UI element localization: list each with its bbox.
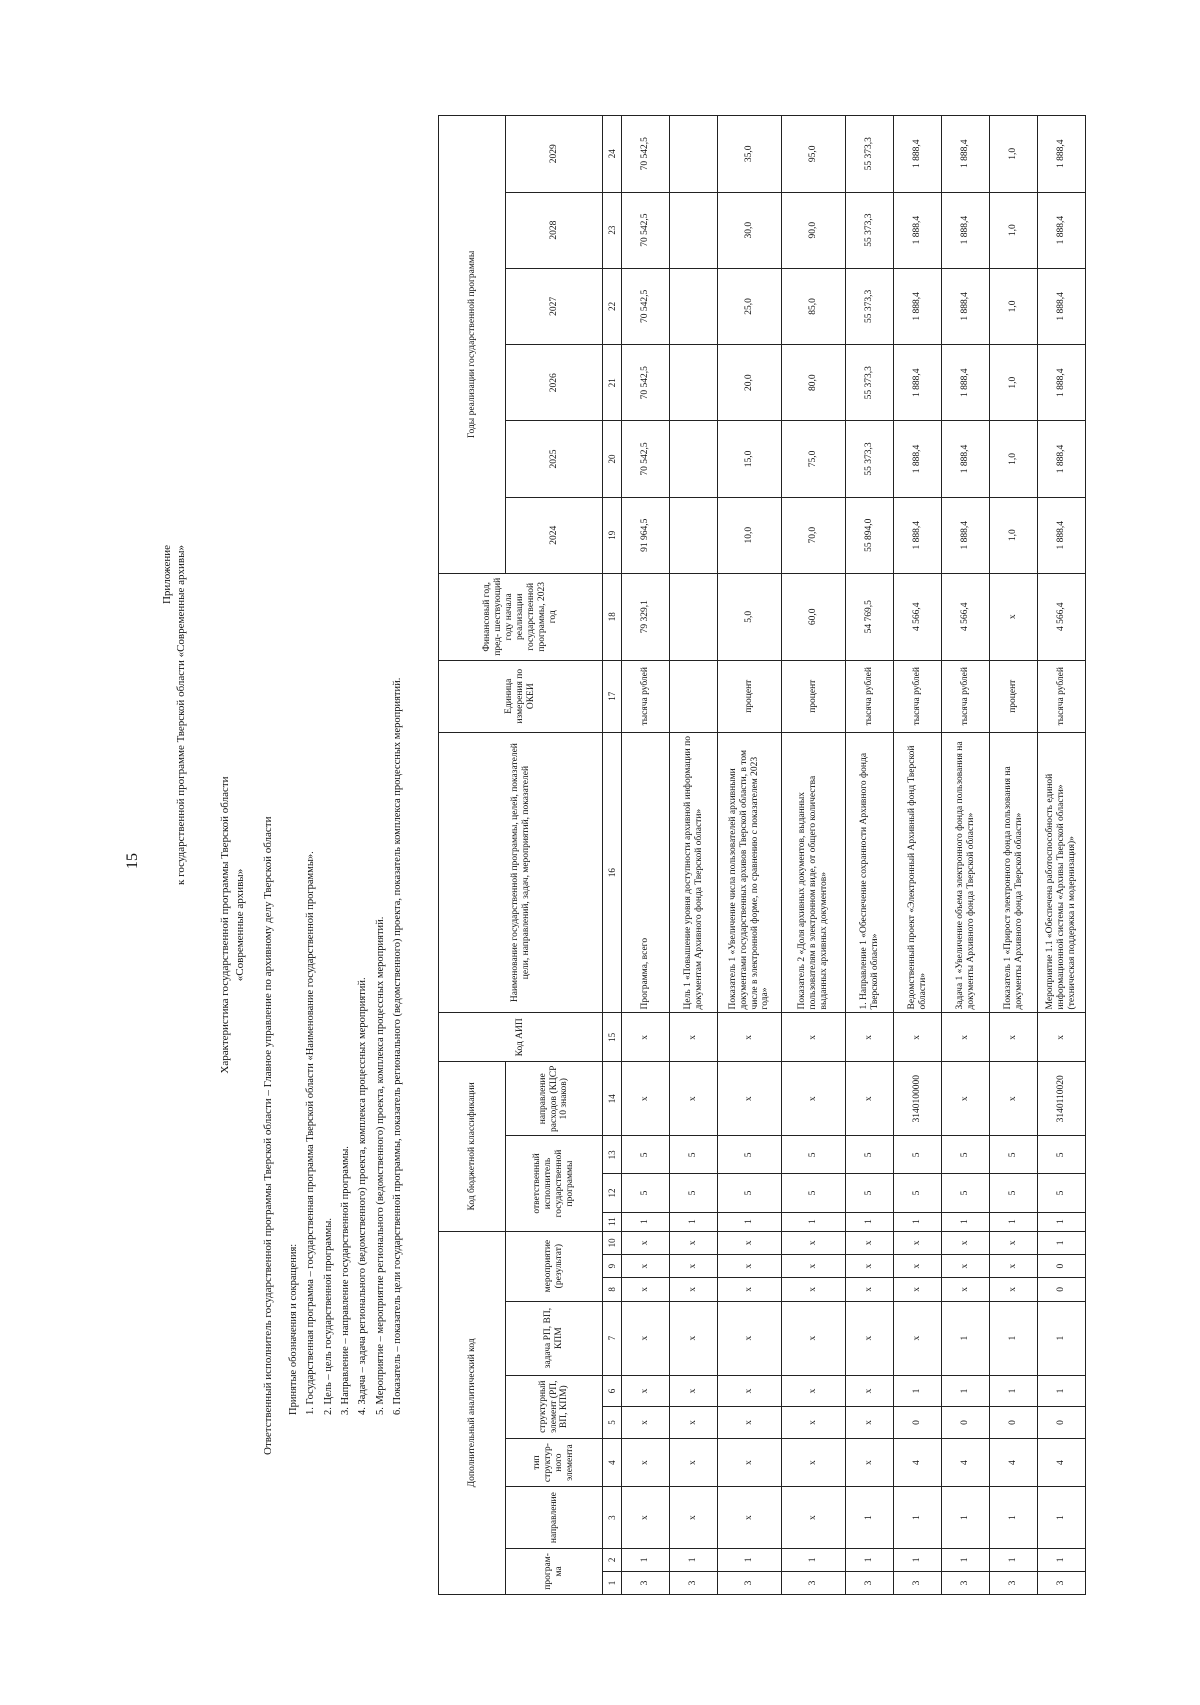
table-cell: 5 <box>670 1136 718 1174</box>
table-cell: 1 <box>990 1487 1038 1548</box>
task-header: задача РП, ВП, КПМ <box>506 1301 603 1375</box>
table-cell: 1 <box>1038 1231 1086 1254</box>
table-cell: x <box>670 1301 718 1375</box>
table-cell: 1 <box>894 1487 942 1548</box>
table-cell: x <box>942 1013 990 1062</box>
table-cell: x <box>622 1231 670 1254</box>
table-cell: 5 <box>1038 1174 1086 1212</box>
table-cell: 1 888,4 <box>1038 116 1086 193</box>
table-cell: x <box>622 1438 670 1487</box>
direction-header: направление <box>506 1487 603 1548</box>
table-cell <box>670 421 718 497</box>
table-cell: 1 <box>1038 1301 1086 1375</box>
table-cell: 1 <box>1038 1375 1086 1406</box>
table-cell: 1 <box>670 1212 718 1231</box>
table-cell: x <box>718 1487 782 1548</box>
table-cell: 70,0 <box>782 497 846 573</box>
table-cell: x <box>782 1062 846 1136</box>
table-cell: 1 <box>942 1301 990 1375</box>
table-cell: x <box>990 1278 1038 1301</box>
table-cell: 35,0 <box>718 116 782 193</box>
table-cell: x <box>990 1013 1038 1062</box>
table-cell: x <box>782 1301 846 1375</box>
table-cell: 1 <box>846 1212 894 1231</box>
table-cell: процент <box>782 660 846 732</box>
event-header: мероприятие (результат) <box>506 1231 603 1301</box>
table-row <box>1038 116 1086 1595</box>
table-row <box>990 116 1038 1595</box>
table-cell <box>670 116 718 193</box>
table-cell: x <box>942 1278 990 1301</box>
table-cell: 0 <box>1038 1278 1086 1301</box>
table-cell: 1 888,4 <box>894 116 942 193</box>
table-cell: 1 888,4 <box>894 192 942 268</box>
table-cell: тысяча рублей <box>622 660 670 732</box>
table-cell: 1 <box>782 1212 846 1231</box>
table-cell: 4 <box>942 1438 990 1487</box>
table-cell: 1 888,4 <box>894 421 942 497</box>
table-cell: 10,0 <box>718 497 782 573</box>
table-cell: 4 <box>990 1438 1038 1487</box>
column-number: 18 <box>603 573 622 660</box>
table-cell: x <box>718 1301 782 1375</box>
table-cell: 5 <box>942 1174 990 1212</box>
table-cell: 1 <box>942 1487 990 1548</box>
column-number: 7 <box>603 1301 622 1375</box>
table-row <box>894 116 942 1595</box>
column-number: 14 <box>603 1062 622 1136</box>
appendix-line-2: к государственной программе Тверской области «Современные архивы» <box>175 545 188 885</box>
table-cell: 1 <box>894 1375 942 1406</box>
table-cell: x <box>670 1438 718 1487</box>
table-cell: 1 <box>718 1212 782 1231</box>
fin-year-header: Финансовый год, пред- шествующий году начала реализации государственной программы, 2023 год <box>439 573 603 660</box>
table-cell: 30,0 <box>718 192 782 268</box>
table-cell: 4 566,4 <box>894 573 942 660</box>
table-cell: 5 <box>1038 1136 1086 1174</box>
table-cell: 3 <box>942 1571 990 1594</box>
column-number: 12 <box>603 1174 622 1212</box>
row-name-cell: 1. Направление 1 «Обеспечение сохранности Архивного фонда Тверской области» <box>846 732 894 1013</box>
table-cell: 1 888,4 <box>942 497 990 573</box>
table-row <box>782 116 846 1595</box>
table-cell: 0 <box>894 1407 942 1438</box>
column-number: 8 <box>603 1278 622 1301</box>
table-cell: x <box>894 1278 942 1301</box>
table-cell: x <box>670 1375 718 1406</box>
table-cell: 1 888,4 <box>942 268 990 344</box>
table-cell: 3140100000 <box>894 1062 942 1136</box>
executor-header: ответственный исполнитель государственной программы <box>506 1136 603 1231</box>
table-cell: 3 <box>718 1571 782 1594</box>
note-line: Принятые обозначения и сокращения: <box>288 1243 299 1415</box>
table-cell: 1 <box>1038 1212 1086 1231</box>
table-cell: 5 <box>846 1174 894 1212</box>
structure-type-header: тип структур- ного элемента <box>506 1438 603 1487</box>
table-cell: 25,0 <box>718 268 782 344</box>
table-cell: 3 <box>990 1571 1038 1594</box>
table-cell: 55 373,3 <box>846 116 894 193</box>
table-cell: 55 373,3 <box>846 421 894 497</box>
column-number: 1 <box>603 1571 622 1594</box>
appendix-note <box>160 545 189 1065</box>
table-cell: x <box>942 1231 990 1254</box>
column-number: 10 <box>603 1231 622 1254</box>
table-cell: x <box>718 1254 782 1277</box>
table-cell: тысяча рублей <box>942 660 990 732</box>
table-cell: x <box>670 1487 718 1548</box>
table-cell: 4 <box>1038 1438 1086 1487</box>
table-row <box>942 116 990 1595</box>
table-cell: процент <box>990 660 1038 732</box>
table-cell: x <box>718 1438 782 1487</box>
table-cell: x <box>718 1231 782 1254</box>
table-cell: 5 <box>894 1174 942 1212</box>
row-name-cell: Задача 1 «Увеличение объема электронного фонда пользования на документы Архивного фонда Тверской области» <box>942 732 990 1013</box>
table-cell: 85,0 <box>782 268 846 344</box>
program-characteristics-table <box>438 115 1086 1595</box>
table-cell: тысяча рублей <box>846 660 894 732</box>
table-cell: x <box>622 1013 670 1062</box>
unit-header: Единица измерения по ОКЕИ <box>439 660 603 732</box>
row-name-cell: Показатель 1 «Увеличение числа пользователей архивными документами государственных архивов Тверской области, в том числе в электронной форме, по сравнению с показателем 2023 года» <box>718 732 782 1013</box>
table-row <box>622 116 670 1595</box>
column-number: 22 <box>603 268 622 344</box>
table-cell: x <box>894 1231 942 1254</box>
table-cell: x <box>670 1062 718 1136</box>
table-cell: 5 <box>670 1174 718 1212</box>
table-cell: x <box>622 1278 670 1301</box>
table-cell: 1 888,4 <box>894 268 942 344</box>
table-cell: 79 329,1 <box>622 573 670 660</box>
table-cell: 3 <box>670 1571 718 1594</box>
column-number: 2 <box>603 1548 622 1571</box>
table-cell: 0 <box>942 1407 990 1438</box>
note-line: 1. Государственная программа – государственная программа Тверской области «Наименование государственной программы». <box>305 851 317 1415</box>
table-cell: x <box>990 573 1038 660</box>
table-cell: 0 <box>1038 1254 1086 1277</box>
table-cell: 5 <box>990 1174 1038 1212</box>
table-cell: 70 542,5 <box>622 116 670 193</box>
table-cell: x <box>782 1254 846 1277</box>
table-cell: 1 <box>894 1548 942 1571</box>
table-cell: x <box>782 1013 846 1062</box>
column-number: 3 <box>603 1487 622 1548</box>
name-header: Наименование государственной программы, целей, показателей цели, направлений, задач, мероприятий, показателей <box>439 732 603 1013</box>
table-row <box>670 116 718 1595</box>
table-cell: 70 542,5 <box>622 268 670 344</box>
table-cell: x <box>894 1254 942 1277</box>
table-cell: 1 <box>782 1548 846 1571</box>
table-cell: 5 <box>622 1136 670 1174</box>
table-cell: x <box>718 1278 782 1301</box>
table-cell: 1 888,4 <box>942 421 990 497</box>
table-cell <box>670 660 718 732</box>
table-cell: 1 <box>942 1548 990 1571</box>
analytic-code-header: Дополнительный аналитический код <box>439 1231 506 1594</box>
row-name-cell: Цель 1 «Повышение уровня доступности архивной информации по документам Архивного фонда Тверской области» <box>670 732 718 1013</box>
table-cell: 5 <box>942 1136 990 1174</box>
structure-element-header: структурный элемент (РП, ВП, КПМ) <box>506 1375 603 1438</box>
column-number-row <box>603 116 622 1595</box>
row-name-cell: Показатель 1 «Прирост электронного фонда пользования на документы Архивного фонда Тверской области» <box>990 732 1038 1013</box>
column-number: 21 <box>603 345 622 421</box>
page-number: 15 <box>124 853 141 869</box>
table-cell: x <box>990 1062 1038 1136</box>
year-2029-header: 2029 <box>506 116 603 193</box>
table-cell: x <box>782 1375 846 1406</box>
table-row <box>718 116 782 1595</box>
table-cell: 1 <box>990 1375 1038 1406</box>
table-cell: x <box>670 1254 718 1277</box>
table-cell: 80,0 <box>782 345 846 421</box>
table-cell: 55 373,3 <box>846 345 894 421</box>
table-cell <box>670 268 718 344</box>
table-cell: 1 <box>718 1548 782 1571</box>
table-cell: 3 <box>846 1571 894 1594</box>
table-cell: 4 566,4 <box>1038 573 1086 660</box>
column-number: 16 <box>603 732 622 1013</box>
years-header: Годы реализации государственной программы <box>439 116 506 574</box>
table-cell: 4 566,4 <box>942 573 990 660</box>
table-cell: 54 769,5 <box>846 573 894 660</box>
table-cell <box>670 497 718 573</box>
year-2026-header: 2026 <box>506 345 603 421</box>
table-cell: x <box>718 1013 782 1062</box>
table-cell: 1 <box>846 1487 894 1548</box>
table-cell: x <box>670 1231 718 1254</box>
responsible-executor: Ответственный исполнитель государственной программы Тверской области – Главное управление по архивному делу Тверской области <box>262 816 274 1455</box>
table-cell: 5 <box>894 1136 942 1174</box>
table-cell: 3 <box>782 1571 846 1594</box>
table-cell: x <box>622 1254 670 1277</box>
table-cell: 55 373,3 <box>846 268 894 344</box>
table-cell: 1 888,4 <box>1038 192 1086 268</box>
table-cell: 1 <box>622 1212 670 1231</box>
table-cell: x <box>894 1301 942 1375</box>
table-cell: 1 <box>990 1212 1038 1231</box>
table-body <box>622 116 1086 1595</box>
table-cell: 1 <box>1038 1487 1086 1548</box>
expense-header: направление расходов (КЦСР 10 знаков) <box>506 1062 603 1136</box>
table-cell: 1 <box>670 1548 718 1571</box>
table-cell: 1 888,4 <box>1038 497 1086 573</box>
table-cell: 75,0 <box>782 421 846 497</box>
year-2024-header: 2024 <box>506 497 603 573</box>
year-2028-header: 2028 <box>506 192 603 268</box>
table-cell: 60,0 <box>782 573 846 660</box>
column-number: 13 <box>603 1136 622 1174</box>
table-cell: 5 <box>846 1136 894 1174</box>
column-number: 11 <box>603 1212 622 1231</box>
table-cell: 1 <box>1038 1548 1086 1571</box>
row-name-cell: Показатель 2 «Доля архивных документов, выданных пользователям в электронном виде, от общего количества выданных архивных документов» <box>782 732 846 1013</box>
table-cell: 55 373,3 <box>846 192 894 268</box>
table-cell: 1 888,4 <box>942 192 990 268</box>
table-cell: 5 <box>990 1136 1038 1174</box>
table-cell: x <box>718 1062 782 1136</box>
table-cell <box>670 192 718 268</box>
table-cell: 1 <box>942 1375 990 1406</box>
column-number: 19 <box>603 497 622 573</box>
table-cell: x <box>622 1062 670 1136</box>
table-cell: x <box>846 1438 894 1487</box>
table-cell: x <box>782 1231 846 1254</box>
table-cell: x <box>670 1278 718 1301</box>
table-cell: x <box>846 1062 894 1136</box>
table-cell: 5,0 <box>718 573 782 660</box>
table-cell: x <box>1038 1013 1086 1062</box>
document-title <box>218 565 248 1285</box>
table-cell: x <box>942 1254 990 1277</box>
table-cell: x <box>846 1278 894 1301</box>
table-cell: 1 <box>990 1301 1038 1375</box>
table-cell: 70 542,5 <box>622 192 670 268</box>
table-cell: x <box>718 1375 782 1406</box>
column-number: 4 <box>603 1438 622 1487</box>
column-number: 23 <box>603 192 622 268</box>
table-cell: 3 <box>1038 1571 1086 1594</box>
table-cell: 1 <box>894 1212 942 1231</box>
table-cell: 1 888,4 <box>1038 345 1086 421</box>
table-cell: 1,0 <box>990 345 1038 421</box>
row-name-cell: Мероприятие 1.1 «Обеспечена работоспособность единой информационной системы «Архивы Тверской области» (техническая поддержка и модернизация)» <box>1038 732 1086 1013</box>
table-cell: тысяча рублей <box>1038 660 1086 732</box>
table-cell: 1 888,4 <box>1038 268 1086 344</box>
table-cell: x <box>846 1013 894 1062</box>
table-cell: 0 <box>1038 1407 1086 1438</box>
table-cell: 95,0 <box>782 116 846 193</box>
table-cell: 70 542,5 <box>622 421 670 497</box>
table-cell: 91 964,5 <box>622 497 670 573</box>
table-cell: 1 888,4 <box>894 497 942 573</box>
table-cell: 90,0 <box>782 192 846 268</box>
note-line: 3. Направление – направление государственной программы. <box>339 1146 351 1415</box>
table-cell: процент <box>718 660 782 732</box>
table-row <box>846 116 894 1595</box>
title-line-1: Характеристика государственной программы Тверской области <box>219 776 231 1074</box>
note-line: 5. Мероприятие – мероприятие регионального (ведомственного) проекта, комплекса процессных мероприятий. <box>374 916 386 1415</box>
row-name-cell: Программа, всего <box>622 732 670 1013</box>
table-cell: 20,0 <box>718 345 782 421</box>
column-number: 24 <box>603 116 622 193</box>
budget-code-header: Код бюджетной классификации <box>439 1062 506 1231</box>
table-cell: x <box>990 1254 1038 1277</box>
table-cell: x <box>942 1062 990 1136</box>
column-number: 5 <box>603 1407 622 1438</box>
table-cell: 5 <box>718 1136 782 1174</box>
column-number: 6 <box>603 1375 622 1406</box>
table-cell: 1 888,4 <box>942 116 990 193</box>
column-number: 17 <box>603 660 622 732</box>
column-number: 15 <box>603 1013 622 1062</box>
table-cell: 1,0 <box>990 192 1038 268</box>
table-cell: 1 888,4 <box>1038 421 1086 497</box>
abbreviations-notes <box>285 285 406 1415</box>
table-cell: x <box>846 1375 894 1406</box>
table-cell: x <box>622 1487 670 1548</box>
table-cell: тысяча рублей <box>894 660 942 732</box>
program-header: програм- ма <box>506 1548 603 1594</box>
column-number: 20 <box>603 421 622 497</box>
table-cell: 15,0 <box>718 421 782 497</box>
table-cell <box>670 573 718 660</box>
table-cell: x <box>782 1278 846 1301</box>
table-cell: x <box>622 1407 670 1438</box>
table-cell: x <box>782 1487 846 1548</box>
table-cell: 3 <box>894 1571 942 1594</box>
table-cell: x <box>782 1407 846 1438</box>
table-cell: x <box>894 1013 942 1062</box>
year-2027-header: 2027 <box>506 268 603 344</box>
appendix-line-1: Приложение <box>161 545 173 605</box>
table-cell: 70 542,5 <box>622 345 670 421</box>
note-line: 4. Задача – задача регионального (ведомственного) проекта, комплекса процессных мероприятий. <box>357 977 369 1415</box>
table-cell: x <box>622 1301 670 1375</box>
table-cell: 1 888,4 <box>894 345 942 421</box>
year-2025-header: 2025 <box>506 421 603 497</box>
note-line: 2. Цель – цель государственной программы. <box>322 1218 334 1415</box>
table-cell: 1,0 <box>990 497 1038 573</box>
table-cell: 3 <box>622 1571 670 1594</box>
table-cell: x <box>718 1407 782 1438</box>
table-cell: x <box>846 1301 894 1375</box>
table-cell: x <box>990 1231 1038 1254</box>
table-cell: 1,0 <box>990 421 1038 497</box>
table-cell: x <box>670 1013 718 1062</box>
table-cell: 5 <box>622 1174 670 1212</box>
table-cell: x <box>782 1438 846 1487</box>
table-cell: 5 <box>782 1174 846 1212</box>
table-cell: 1 <box>622 1548 670 1571</box>
table-cell <box>670 345 718 421</box>
aip-header: Код АИП <box>439 1013 603 1062</box>
table-cell: x <box>846 1231 894 1254</box>
table-cell: 1 <box>846 1548 894 1571</box>
table-cell: 1,0 <box>990 268 1038 344</box>
row-name-cell: Ведомственный проект «Электронный Архивный фонд Тверской области» <box>894 732 942 1013</box>
table-cell: 5 <box>718 1174 782 1212</box>
table-cell: x <box>846 1407 894 1438</box>
column-number: 9 <box>603 1254 622 1277</box>
table-cell: 1 <box>942 1212 990 1231</box>
table-cell: x <box>622 1375 670 1406</box>
table-cell: 0 <box>990 1407 1038 1438</box>
table-cell: 1 <box>990 1548 1038 1571</box>
table-cell: 1,0 <box>990 116 1038 193</box>
table-cell: x <box>846 1254 894 1277</box>
title-line-2: «Современные архивы» <box>233 868 246 982</box>
table-cell: 3140110020 <box>1038 1062 1086 1136</box>
table-cell: x <box>670 1407 718 1438</box>
table-cell: 5 <box>782 1136 846 1174</box>
table-cell: 1 888,4 <box>942 345 990 421</box>
table-cell: 55 894,0 <box>846 497 894 573</box>
note-line: 6. Показатель – показатель цели государственной программы, показатель регионального (ведомственного) проекта, показатель комплекса процессных мероприятий. <box>391 677 403 1415</box>
table-cell: 4 <box>894 1438 942 1487</box>
